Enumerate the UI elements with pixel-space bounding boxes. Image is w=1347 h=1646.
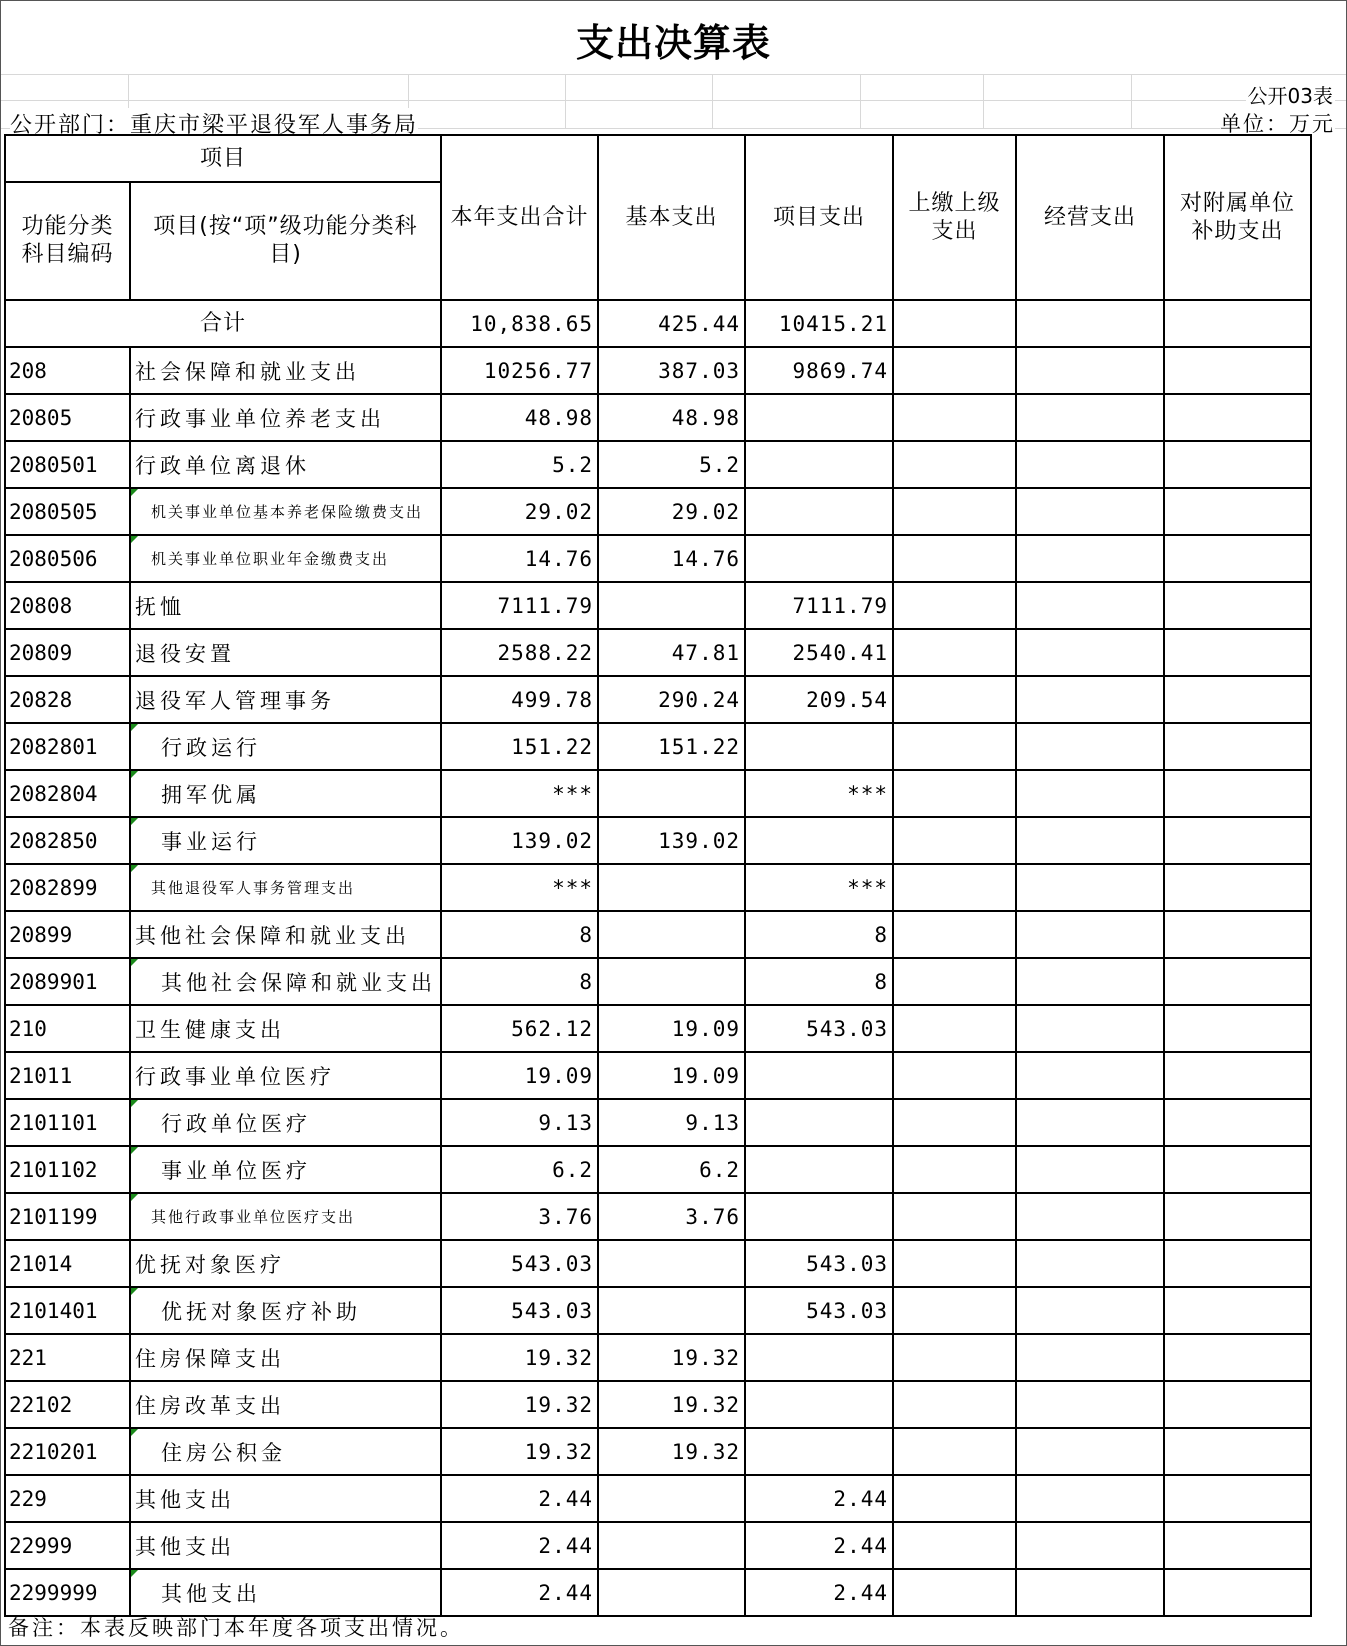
header-subsidiary: 对附属单位补助支出	[1164, 135, 1311, 300]
row-name[interactable]: 行政事业单位医疗	[130, 1052, 441, 1099]
row-upper[interactable]	[893, 1240, 1016, 1287]
row-subsidiary[interactable]	[1164, 911, 1311, 958]
table-row	[5, 864, 1311, 911]
row-business[interactable]	[1016, 582, 1164, 629]
table-row	[5, 770, 1311, 817]
row-business[interactable]	[1016, 958, 1164, 1005]
header-upper: 上缴上级支出	[893, 135, 1016, 300]
cell-comment-marker-icon	[131, 489, 138, 496]
row-upper[interactable]	[893, 958, 1016, 1005]
row-total[interactable]: 2.44	[441, 1569, 598, 1616]
row-basic[interactable]: 5.2	[598, 441, 745, 488]
expenditure-table	[4, 134, 1312, 1617]
row-basic[interactable]: 19.09	[598, 1052, 745, 1099]
unit-label: 单位：万元	[1220, 108, 1335, 138]
summary-basic: 425.44	[598, 300, 745, 347]
header-business: 经营支出	[1016, 135, 1164, 300]
table-row	[5, 1428, 1311, 1475]
cell-comment-marker-icon	[131, 771, 138, 778]
table-row	[5, 1569, 1311, 1616]
row-subsidiary[interactable]	[1164, 629, 1311, 676]
row-name[interactable]: 其他支出	[130, 1522, 441, 1569]
row-name[interactable]: 机关事业单位职业年金缴费支出	[130, 535, 441, 582]
row-code[interactable]: 2082899	[5, 864, 130, 911]
row-code[interactable]: 2210201	[5, 1428, 130, 1475]
row-code[interactable]: 20808	[5, 582, 130, 629]
row-basic[interactable]	[598, 1522, 745, 1569]
row-total[interactable]: 543.03	[441, 1287, 598, 1334]
row-project[interactable]	[745, 1193, 893, 1240]
row-upper[interactable]	[893, 582, 1016, 629]
row-subsidiary[interactable]	[1164, 723, 1311, 770]
row-upper[interactable]	[893, 1475, 1016, 1522]
summary-label: 合计	[5, 300, 441, 347]
row-subsidiary[interactable]	[1164, 1099, 1311, 1146]
summary-business	[1016, 300, 1164, 347]
row-subsidiary[interactable]	[1164, 1005, 1311, 1052]
summary-project: 10415.21	[745, 300, 893, 347]
row-business[interactable]	[1016, 1099, 1164, 1146]
row-upper[interactable]	[893, 723, 1016, 770]
row-project[interactable]	[745, 1146, 893, 1193]
table-row	[5, 676, 1311, 723]
row-total[interactable]: 48.98	[441, 394, 598, 441]
table-row	[5, 441, 1311, 488]
row-basic[interactable]: 19.32	[598, 1381, 745, 1428]
row-name[interactable]: 社会保障和就业支出	[130, 347, 441, 394]
cell-comment-marker-icon	[131, 1194, 138, 1201]
cell-comment-marker-icon	[131, 1570, 138, 1577]
row-name[interactable]: 其他退役军人事务管理支出	[130, 864, 441, 911]
row-business[interactable]	[1016, 1428, 1164, 1475]
table-row	[5, 1334, 1311, 1381]
row-subsidiary[interactable]	[1164, 488, 1311, 535]
table-row	[5, 394, 1311, 441]
row-basic[interactable]	[598, 770, 745, 817]
row-business[interactable]	[1016, 1240, 1164, 1287]
row-project[interactable]: 2540.41	[745, 629, 893, 676]
row-business[interactable]	[1016, 1052, 1164, 1099]
row-project[interactable]: ***	[745, 770, 893, 817]
row-code[interactable]: 2080501	[5, 441, 130, 488]
row-upper[interactable]	[893, 1522, 1016, 1569]
table-row	[5, 911, 1311, 958]
row-total[interactable]: 499.78	[441, 676, 598, 723]
row-subsidiary[interactable]	[1164, 958, 1311, 1005]
row-name[interactable]: 退役军人管理事务	[130, 676, 441, 723]
row-basic[interactable]: 151.22	[598, 723, 745, 770]
cell-comment-marker-icon	[131, 865, 138, 872]
row-business[interactable]	[1016, 1569, 1164, 1616]
row-project[interactable]	[745, 441, 893, 488]
header-total: 本年支出合计	[441, 135, 598, 300]
row-subsidiary[interactable]	[1164, 1381, 1311, 1428]
row-project[interactable]	[745, 535, 893, 582]
row-code[interactable]: 2089901	[5, 958, 130, 1005]
cell-comment-marker-icon	[131, 1429, 138, 1436]
row-name[interactable]: 其他社会保障和就业支出	[130, 911, 441, 958]
row-name[interactable]: 机关事业单位基本养老保险缴费支出	[130, 488, 441, 535]
row-upper[interactable]	[893, 347, 1016, 394]
row-project[interactable]	[745, 1099, 893, 1146]
row-project[interactable]	[745, 1428, 893, 1475]
row-total[interactable]: 2.44	[441, 1522, 598, 1569]
row-name[interactable]: 拥军优属	[130, 770, 441, 817]
row-basic[interactable]: 139.02	[598, 817, 745, 864]
row-project[interactable]	[745, 394, 893, 441]
row-project[interactable]	[745, 723, 893, 770]
table-row	[5, 535, 1311, 582]
row-project[interactable]: 8	[745, 911, 893, 958]
row-upper[interactable]	[893, 1569, 1016, 1616]
row-upper[interactable]	[893, 535, 1016, 582]
table-row	[5, 1475, 1311, 1522]
row-subsidiary[interactable]	[1164, 535, 1311, 582]
row-basic[interactable]: 6.2	[598, 1146, 745, 1193]
row-name[interactable]: 卫生健康支出	[130, 1005, 441, 1052]
row-business[interactable]	[1016, 1334, 1164, 1381]
row-total[interactable]: ***	[441, 770, 598, 817]
row-total[interactable]: 543.03	[441, 1240, 598, 1287]
row-subsidiary[interactable]	[1164, 347, 1311, 394]
row-subsidiary[interactable]	[1164, 1428, 1311, 1475]
row-subsidiary[interactable]	[1164, 1146, 1311, 1193]
cell-comment-marker-icon	[131, 724, 138, 731]
row-upper[interactable]	[893, 488, 1016, 535]
table-row	[5, 1052, 1311, 1099]
row-name[interactable]: 优抚对象医疗	[130, 1240, 441, 1287]
summary-total: 10,838.65	[441, 300, 598, 347]
summary-upper	[893, 300, 1016, 347]
row-subsidiary[interactable]	[1164, 770, 1311, 817]
row-upper[interactable]	[893, 1099, 1016, 1146]
row-upper[interactable]	[893, 1052, 1016, 1099]
row-subsidiary[interactable]	[1164, 817, 1311, 864]
table-row	[5, 1146, 1311, 1193]
row-name[interactable]: 事业单位医疗	[130, 1146, 441, 1193]
row-basic[interactable]: 19.32	[598, 1428, 745, 1475]
row-business[interactable]	[1016, 911, 1164, 958]
row-subsidiary[interactable]	[1164, 1569, 1311, 1616]
row-upper[interactable]	[893, 1334, 1016, 1381]
row-basic[interactable]: 14.76	[598, 535, 745, 582]
row-code[interactable]: 2101401	[5, 1287, 130, 1334]
header-basic: 基本支出	[598, 135, 745, 300]
row-subsidiary[interactable]	[1164, 676, 1311, 723]
row-project[interactable]	[745, 1052, 893, 1099]
row-subsidiary[interactable]	[1164, 1287, 1311, 1334]
row-business[interactable]	[1016, 488, 1164, 535]
row-business[interactable]	[1016, 347, 1164, 394]
row-code[interactable]: 2101102	[5, 1146, 130, 1193]
row-project[interactable]: 543.03	[745, 1287, 893, 1334]
row-business[interactable]	[1016, 1287, 1164, 1334]
row-total[interactable]: 2.44	[441, 1475, 598, 1522]
row-total[interactable]: 139.02	[441, 817, 598, 864]
row-total[interactable]: 19.09	[441, 1052, 598, 1099]
row-basic[interactable]	[598, 582, 745, 629]
table-row	[5, 347, 1311, 394]
row-total[interactable]: 5.2	[441, 441, 598, 488]
row-name[interactable]: 住房改革支出	[130, 1381, 441, 1428]
cell-comment-marker-icon	[131, 1288, 138, 1295]
row-code[interactable]: 208	[5, 347, 130, 394]
row-total[interactable]: 19.32	[441, 1334, 598, 1381]
row-subsidiary[interactable]	[1164, 864, 1311, 911]
row-name[interactable]: 其他支出	[130, 1569, 441, 1616]
row-project[interactable]: 9869.74	[745, 347, 893, 394]
row-basic[interactable]: 9.13	[598, 1099, 745, 1146]
row-code[interactable]: 20805	[5, 394, 130, 441]
row-basic[interactable]	[598, 864, 745, 911]
table-row	[5, 1240, 1311, 1287]
row-basic[interactable]: 47.81	[598, 629, 745, 676]
row-upper[interactable]	[893, 770, 1016, 817]
table-row	[5, 1005, 1311, 1052]
row-subsidiary[interactable]	[1164, 1240, 1311, 1287]
row-project[interactable]: 2.44	[745, 1569, 893, 1616]
department-label: 公开部门：重庆市梁平退役军人事务局	[10, 108, 418, 139]
row-upper[interactable]	[893, 1193, 1016, 1240]
row-code[interactable]: 2101199	[5, 1193, 130, 1240]
row-total[interactable]: ***	[441, 864, 598, 911]
row-basic[interactable]: 48.98	[598, 394, 745, 441]
row-project[interactable]: 209.54	[745, 676, 893, 723]
table-row	[5, 1287, 1311, 1334]
row-code[interactable]: 20809	[5, 629, 130, 676]
row-total[interactable]: 14.76	[441, 535, 598, 582]
row-business[interactable]	[1016, 723, 1164, 770]
row-project[interactable]: ***	[745, 864, 893, 911]
row-business[interactable]	[1016, 1522, 1164, 1569]
table-body	[5, 347, 1311, 1616]
row-name[interactable]: 行政运行	[130, 723, 441, 770]
row-upper[interactable]	[893, 1005, 1016, 1052]
row-upper[interactable]	[893, 1146, 1016, 1193]
row-business[interactable]	[1016, 394, 1164, 441]
row-code[interactable]: 2082850	[5, 817, 130, 864]
row-project[interactable]	[745, 488, 893, 535]
table-row	[5, 1193, 1311, 1240]
row-name[interactable]: 行政单位医疗	[130, 1099, 441, 1146]
row-project[interactable]	[745, 1381, 893, 1428]
row-project[interactable]	[745, 1334, 893, 1381]
row-subsidiary[interactable]	[1164, 1475, 1311, 1522]
table-row	[5, 958, 1311, 1005]
row-upper[interactable]	[893, 1428, 1016, 1475]
summary-subsidiary	[1164, 300, 1311, 347]
row-code[interactable]: 229	[5, 1475, 130, 1522]
row-name[interactable]: 行政单位离退休	[130, 441, 441, 488]
table-row	[5, 488, 1311, 535]
row-basic[interactable]	[598, 1287, 745, 1334]
table-row	[5, 629, 1311, 676]
row-total[interactable]: 10256.77	[441, 347, 598, 394]
row-total[interactable]: 19.32	[441, 1381, 598, 1428]
row-business[interactable]	[1016, 1475, 1164, 1522]
row-name[interactable]: 其他支出	[130, 1475, 441, 1522]
cell-comment-marker-icon	[131, 536, 138, 543]
row-project[interactable]: 7111.79	[745, 582, 893, 629]
row-business[interactable]	[1016, 676, 1164, 723]
row-business[interactable]	[1016, 535, 1164, 582]
row-subsidiary[interactable]	[1164, 1193, 1311, 1240]
row-basic[interactable]: 3.76	[598, 1193, 745, 1240]
row-subsidiary[interactable]	[1164, 1052, 1311, 1099]
row-basic[interactable]: 387.03	[598, 347, 745, 394]
table-row	[5, 1381, 1311, 1428]
row-upper[interactable]	[893, 864, 1016, 911]
row-project[interactable]: 2.44	[745, 1475, 893, 1522]
page-title: 支出决算表	[4, 4, 1343, 74]
row-subsidiary[interactable]	[1164, 1522, 1311, 1569]
row-basic[interactable]: 19.32	[598, 1334, 745, 1381]
row-total[interactable]: 9.13	[441, 1099, 598, 1146]
row-total[interactable]: 19.32	[441, 1428, 598, 1475]
row-total[interactable]: 29.02	[441, 488, 598, 535]
row-code[interactable]: 22999	[5, 1522, 130, 1569]
row-project[interactable]: 543.03	[745, 1240, 893, 1287]
header-name: 项目(按“项”级功能分类科目)	[130, 182, 441, 300]
row-name[interactable]: 优抚对象医疗补助	[130, 1287, 441, 1334]
row-upper[interactable]	[893, 1287, 1016, 1334]
row-code[interactable]: 2299999	[5, 1569, 130, 1616]
row-subsidiary[interactable]	[1164, 1334, 1311, 1381]
row-upper[interactable]	[893, 817, 1016, 864]
header-project: 项目支出	[745, 135, 893, 300]
row-code[interactable]: 2082801	[5, 723, 130, 770]
table-row	[5, 1099, 1311, 1146]
row-name[interactable]: 行政事业单位养老支出	[130, 394, 441, 441]
row-business[interactable]	[1016, 864, 1164, 911]
row-subsidiary[interactable]	[1164, 582, 1311, 629]
table-row	[5, 1522, 1311, 1569]
row-basic[interactable]	[598, 958, 745, 1005]
row-name[interactable]: 退役安置	[130, 629, 441, 676]
row-subsidiary[interactable]	[1164, 394, 1311, 441]
row-upper[interactable]	[893, 911, 1016, 958]
cell-comment-marker-icon	[131, 1147, 138, 1154]
row-code[interactable]: 2082804	[5, 770, 130, 817]
row-code[interactable]: 21011	[5, 1052, 130, 1099]
row-total[interactable]: 2588.22	[441, 629, 598, 676]
header-project-group: 项目	[5, 135, 441, 182]
row-basic[interactable]: 290.24	[598, 676, 745, 723]
row-name[interactable]: 其他行政事业单位医疗支出	[130, 1193, 441, 1240]
row-name[interactable]: 住房保障支出	[130, 1334, 441, 1381]
table-row	[5, 582, 1311, 629]
table-row	[5, 817, 1311, 864]
row-upper[interactable]	[893, 441, 1016, 488]
row-name[interactable]: 抚恤	[130, 582, 441, 629]
row-code[interactable]: 20828	[5, 676, 130, 723]
cell-comment-marker-icon	[131, 1100, 138, 1107]
table-row	[5, 723, 1311, 770]
row-total[interactable]: 562.12	[441, 1005, 598, 1052]
cell-comment-marker-icon	[131, 959, 138, 966]
row-project[interactable]: 8	[745, 958, 893, 1005]
row-upper[interactable]	[893, 394, 1016, 441]
row-business[interactable]	[1016, 1005, 1164, 1052]
row-code[interactable]: 210	[5, 1005, 130, 1052]
row-total[interactable]: 8	[441, 911, 598, 958]
row-business[interactable]	[1016, 1193, 1164, 1240]
row-code[interactable]: 21014	[5, 1240, 130, 1287]
row-basic[interactable]: 29.02	[598, 488, 745, 535]
row-code[interactable]: 2080505	[5, 488, 130, 535]
row-project[interactable]: 543.03	[745, 1005, 893, 1052]
row-basic[interactable]	[598, 1240, 745, 1287]
row-code[interactable]: 221	[5, 1334, 130, 1381]
row-basic[interactable]	[598, 911, 745, 958]
row-name[interactable]: 事业运行	[130, 817, 441, 864]
row-name[interactable]: 住房公积金	[130, 1428, 441, 1475]
row-basic[interactable]: 19.09	[598, 1005, 745, 1052]
row-upper[interactable]	[893, 1381, 1016, 1428]
row-subsidiary[interactable]	[1164, 441, 1311, 488]
row-basic[interactable]	[598, 1569, 745, 1616]
row-project[interactable]	[745, 817, 893, 864]
row-code[interactable]: 22102	[5, 1381, 130, 1428]
row-business[interactable]	[1016, 1381, 1164, 1428]
row-business[interactable]	[1016, 629, 1164, 676]
row-total[interactable]: 3.76	[441, 1193, 598, 1240]
header-code: 功能分类科目编码	[5, 182, 130, 300]
row-basic[interactable]	[598, 1475, 745, 1522]
row-code[interactable]: 2080506	[5, 535, 130, 582]
row-upper[interactable]	[893, 676, 1016, 723]
row-project[interactable]: 2.44	[745, 1522, 893, 1569]
row-business[interactable]	[1016, 770, 1164, 817]
row-code[interactable]: 2101101	[5, 1099, 130, 1146]
row-total[interactable]: 7111.79	[441, 582, 598, 629]
row-business[interactable]	[1016, 817, 1164, 864]
table-number: 公开03表	[1246, 80, 1335, 109]
row-total[interactable]: 8	[441, 958, 598, 1005]
cell-comment-marker-icon	[131, 818, 138, 825]
row-upper[interactable]	[893, 629, 1016, 676]
row-business[interactable]	[1016, 441, 1164, 488]
row-total[interactable]: 6.2	[441, 1146, 598, 1193]
row-total[interactable]: 151.22	[441, 723, 598, 770]
row-name[interactable]: 其他社会保障和就业支出	[130, 958, 441, 1005]
row-business[interactable]	[1016, 1146, 1164, 1193]
footnote: 备注：本表反映部门本年度各项支出情况。	[8, 1616, 464, 1640]
row-code[interactable]: 20899	[5, 911, 130, 958]
